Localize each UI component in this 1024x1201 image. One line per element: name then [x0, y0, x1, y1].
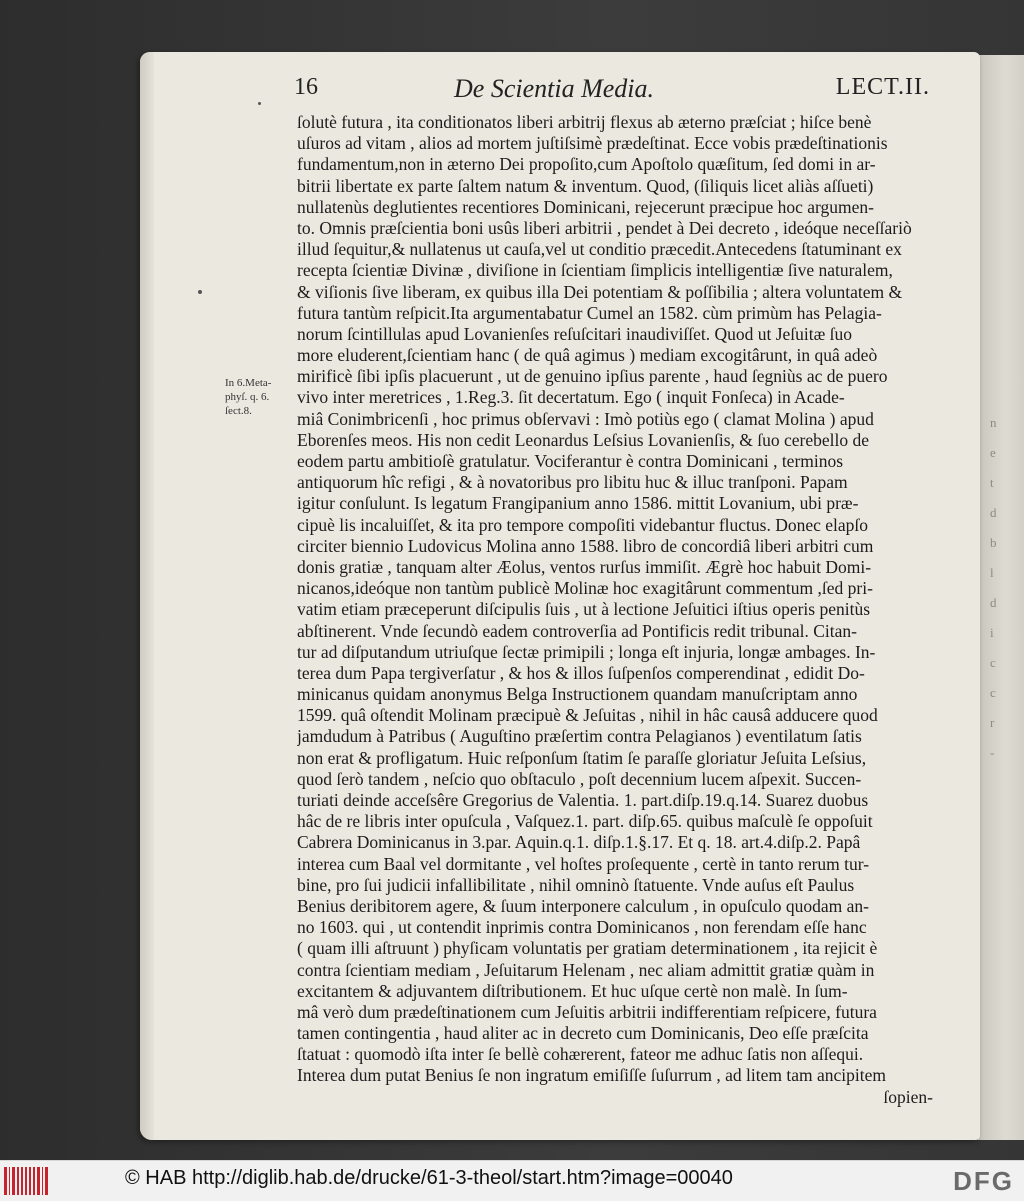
margin-note-line: ſect.8. — [225, 405, 252, 417]
text-line: ſtatuat : quomodò iſta inter ſe bellè cohærerent, fateor me adhuc ſatis non aſſequi. — [297, 1044, 864, 1065]
body-text — [297, 112, 937, 1108]
text-line: donis gratiæ , tanquam alter Æolus, ventos rurſus immiſit. Ægrè hoc habuit Domi- — [297, 556, 872, 577]
text-line: tamen contingentia , haud aliter ac in decreto cum Dominicanis, Deo eſſe præſcita — [297, 1023, 869, 1044]
text-line: mirificè ſibi ipſis placuerunt , ut de genuino ipſius parente , haud ſegniùs ac de puero — [297, 366, 888, 387]
facing-page-edge — [978, 55, 1024, 1140]
text-line: excitantem & adjuvantem diſtributionem. Et huc uſque certè non malè. In ſum- — [297, 980, 848, 1001]
text-line: contra ſcientiam mediam , Jeſuitarum Helenam , nec aliam admittit gratiæ quàm in — [297, 959, 875, 980]
text-line: ſolutè futura , ita conditionatos liberi arbitrij flexus ab æterno præſciat ; hiſce benè — [297, 112, 872, 132]
text-line: Eborenſes meos. His non cedit Leonardus Leſsius Lovanienſis, & ſuo cerebello de — [297, 429, 870, 450]
text-line: jamdudum à Patribus ( Auguſtino præſertim contra Pelagianos ) eventilatum ſatis — [297, 726, 862, 747]
facing-page-glyph: i — [990, 625, 994, 640]
text-line: nullatenùs deglutientes recentiores Dominicani, rejecerunt præcipue hoc argumen- — [297, 196, 874, 217]
lecture-label: LECT.II. — [835, 74, 930, 100]
text-line: interea cum Baal vel dormitante , vel hoſtes proſequente , certè in tanto rerum tur- — [297, 853, 870, 874]
facing-page-glyph: b — [990, 535, 997, 550]
text-line: recepta ſcientiæ Divinæ , diviſione in ſcientiam ſimplicis intelligentiæ ſive naturalem, — [297, 260, 893, 281]
ink-speck — [258, 102, 261, 105]
text-line: abſtinerent. Vnde ſecundò eadem controverſia ad Pontificis redit tribunal. Citan- — [297, 620, 857, 641]
text-line: illud ſequitur,& nullatenus ut cauſa,vel ut conditio præcedit.Antecedens ſtatuminant ex — [297, 239, 902, 260]
margin-note-line: phyſ. q. 6. — [225, 391, 270, 403]
text-line: antiquorum hîc refigi , & à novatoribus pro libitu huc & illuc tranſponi. Papam — [297, 472, 848, 493]
margin-note — [225, 376, 289, 418]
text-line: 1599. quâ oſtendit Molinam præcipuè & Jeſuitas , nihil in hâc causâ adducere quod — [297, 705, 878, 726]
facing-page-glyph: d — [990, 595, 997, 610]
text-line: & viſionis ſive liberam, ex quibus illa Dei potentiam & poſſibilia ; altera voluntatem & — [297, 281, 903, 302]
facing-page-glyph: c — [990, 685, 996, 700]
text-line: ſopien- — [883, 1086, 933, 1107]
facing-page-glyph: r — [990, 715, 995, 730]
text-line: no 1603. qui , ut contendit inprimis contra Dominicanos , non ferendam eſſe hanc — [297, 917, 867, 938]
text-line: uſuros ad vitam , alios ad mortem juſtiſsimè prædeſtinat. Ecce vobis prædeſtinationis — [297, 133, 888, 154]
text-line: ( quam illi aſtruunt ) phyſicam voluntatis per gratiam determinationem , ita rejicit è — [297, 938, 878, 959]
viewer-footer — [0, 1160, 1024, 1201]
text-line: igitur conſulunt. Is legatum Frangipanium anno 1586. mittit Lovanium, ubi præ- — [297, 493, 859, 514]
facing-page-glyph: e — [990, 445, 996, 460]
text-line: circiter biennio Ludovicus Molina anno 1588. libro de concordiâ liberi arbitri cum — [297, 535, 874, 556]
margin-note-line: In 6.Meta- — [225, 377, 272, 389]
text-line: norum ſcintillulas apud Lovanienſes reſuſcitari inaudiviſſet. Quod ut Jeſuitæ ſuo — [297, 323, 853, 344]
text-line: terea dum Papa tergiverſatur , & hos & illos ſuſpenſos comperendinat , edidit Do- — [297, 662, 865, 683]
text-line: turiati deinde acceſsêre Gregorius de Valentia. 1. part.diſp.19.q.14. Suarez duobus — [297, 790, 869, 810]
facing-page-glyph: n — [990, 415, 997, 430]
facing-page-glyph: - — [990, 745, 995, 760]
text-line: quod ſerò tandem , neſcio quo obſtaculo , poſt decennium lucem aſpexit. Succen- — [297, 768, 862, 789]
text-line: more eluderent,ſcientiam hanc ( de quâ agimus ) mediam excogitârunt, in quâ adeò — [297, 345, 878, 366]
text-line: to. Omnis præſcientia boni usûs liberi arbitrii , pendet à Dei decreto , ideóque neceſſariò — [297, 217, 912, 238]
text-line: vatim etiam præceperunt diſcipulis ſuis , ut à lectione Jeſuitici iſtius operis penitùs — [297, 599, 871, 620]
text-line: mâ verò dum prædeſtinationem cum Jeſuitis arbitrii indifferentiam reſpicere, futura — [297, 1001, 877, 1022]
text-line: bine, pro ſui judicii infallibilitate , nihil omninò ſtatuente. Vnde auſus eſt Paulus — [297, 874, 855, 895]
page-number: 16 — [294, 74, 318, 100]
text-line: nicanos,ideóque non tantùm publicè Molinæ hoc exagitârunt commentum ,ſed pri- — [297, 578, 873, 599]
facing-page-glyph: l — [990, 565, 994, 580]
text-line: futura tantùm reſpicit.Ita argumentabatur Cumel an 1582. cùm primùm has Pelagia- — [297, 302, 882, 323]
text-line: non erat & profligatum. Huic reſponſum ſtatim ſe paraſſe gloriatur Jeſuita Leſsius, — [297, 747, 867, 768]
copyright-link[interactable]: © HAB http://diglib.hab.de/drucke/61-3-theol/start.htm?image=00040 — [125, 1167, 733, 1189]
ink-speck — [198, 290, 202, 294]
barcode-icon — [4, 1167, 48, 1195]
text-line: Interea dum putat Benius ſe non ingratum emiſiſſe ſuſurrum , ad litem tam ancipitem — [297, 1065, 887, 1086]
text-line: minicanus quidam anonymus Belga Instructionem quandam manuſcriptam anno — [297, 684, 858, 705]
text-line: bitrii libertate ex parte ſaltem natum & inventum. Quod, (ſiliquis licet aliàs aſſueti) — [297, 175, 874, 196]
dfg-logo: DFG — [953, 1166, 1014, 1196]
text-line: cipuè lis incaluiſſet, & ita pro tempore compoſiti videbantur fluctus. Donec elapſo — [297, 514, 869, 535]
facing-page-glyph: d — [990, 505, 997, 520]
text-line: tur ad diſputandum utriuſque ſectæ primipili ; longa eſt injuria, longæ ambages. In- — [297, 641, 876, 662]
facing-page-glyph: t — [990, 475, 994, 490]
text-line: Benius deribitorem agere, & ſuum interponere calculum , in opuſculo quodam an- — [297, 895, 869, 916]
text-line: hâc de re libris inter opuſcula , Vaſquez.1. part. diſp.65. quibus maſculè ſe oppoſuit — [297, 811, 873, 832]
text-line: fundamentum,non in æterno Dei propoſito,cum Apoſtolo quæſitum, ſed domi in ar- — [297, 154, 876, 175]
page-fold — [140, 52, 154, 1140]
text-line: vivo inter meretrices , 1.Reg.3. ſit decertatum. Ego ( inquit Fonſeca) in Acade- — [297, 387, 845, 408]
text-line: miâ Conimbricenſi , hoc primus obſervavi : Imò potiùs ego ( clamat Molina ) apud — [297, 408, 874, 429]
running-title: De Scientia Media. — [454, 74, 654, 103]
text-line: eodem partu ambitioſè gratulatur. Vociferantur è contra Dominicani , terminos — [297, 451, 844, 471]
text-line: Cabrera Dominicanus in 3.par. Aquin.q.1. diſp.1.§.17. Et q. 18. art.4.diſp.2. Papâ — [297, 832, 861, 853]
facing-page-glyph: c — [990, 655, 996, 670]
running-head — [292, 74, 930, 108]
